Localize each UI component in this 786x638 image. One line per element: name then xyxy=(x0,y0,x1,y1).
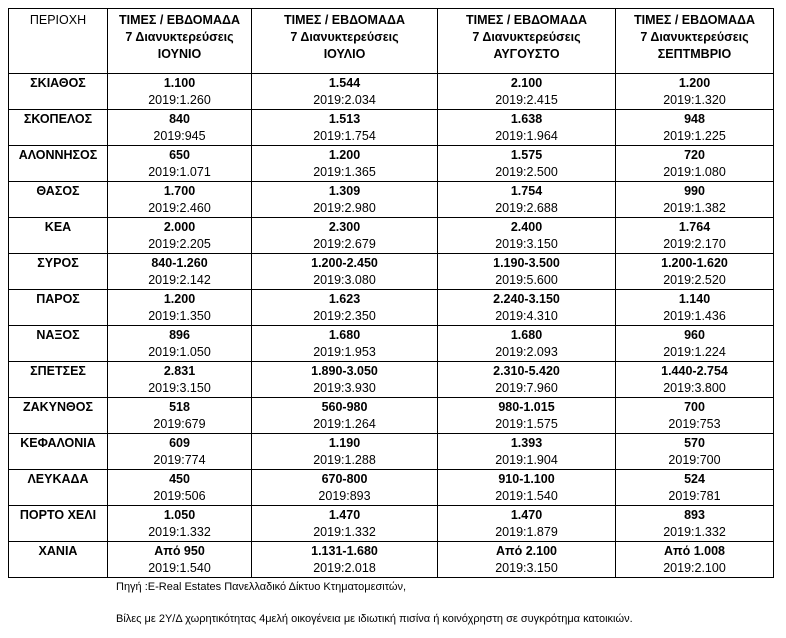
price-2019: 2019:2.170 xyxy=(663,237,726,251)
price-2020: Από 950 xyxy=(154,544,205,558)
price-cell xyxy=(616,542,774,578)
price-cell xyxy=(252,254,438,290)
table-footer xyxy=(116,580,633,626)
price-cell xyxy=(616,182,774,218)
price-2020: 570 xyxy=(684,436,705,450)
price-2020: 1.544 xyxy=(328,76,361,90)
price-2020: 1.680 xyxy=(328,328,361,342)
price-cell xyxy=(108,362,252,398)
table-header xyxy=(9,9,774,74)
price-2019: 2019:1.879 xyxy=(495,525,558,539)
price-2020: 1.200 xyxy=(163,292,196,306)
price-2019: 2019:1.320 xyxy=(663,93,726,107)
price-2020: 720 xyxy=(684,148,705,162)
price-2019: 2019:1.382 xyxy=(663,201,726,215)
price-cell xyxy=(252,182,438,218)
price-2020: 1.190-3.500 xyxy=(493,256,560,270)
price-2019: 2019:2.205 xyxy=(148,237,211,251)
price-2019: 2019:2.980 xyxy=(313,201,376,215)
price-cell xyxy=(438,290,616,326)
header-line: 7 Διανυκτερεύσεις xyxy=(472,30,581,44)
price-2019: 2019:1.080 xyxy=(663,165,726,179)
price-2019: 2019:2.018 xyxy=(313,561,376,575)
region-cell: ΣΚΟΠΕΛΟΣ xyxy=(9,110,108,146)
price-2019: 2019:679 xyxy=(153,417,206,431)
price-2020: 1.470 xyxy=(510,508,543,522)
price-2019: 2019:7.960 xyxy=(495,381,558,395)
price-2020: 1.638 xyxy=(510,112,543,126)
price-2020: 1.470 xyxy=(328,508,361,522)
price-2020: 1.623 xyxy=(328,292,361,306)
price-cell xyxy=(616,398,774,434)
price-2020: 1.200-2.450 xyxy=(311,256,378,270)
region-cell: ΣΠΕΤΣΕΣ xyxy=(9,362,108,398)
price-cell xyxy=(108,146,252,182)
price-cell xyxy=(438,218,616,254)
price-2020: 1.309 xyxy=(328,184,361,198)
header-line: ΤΙΜΕΣ / ΕΒΔΟΜΑΔΑ xyxy=(634,13,755,27)
price-2020: 1.700 xyxy=(163,184,196,198)
price-cell xyxy=(252,146,438,182)
price-cell xyxy=(108,290,252,326)
table-row xyxy=(9,110,774,146)
price-cell xyxy=(438,362,616,398)
price-2019: 2019:1.540 xyxy=(148,561,211,575)
price-2019: 2019:1.224 xyxy=(663,345,726,359)
price-2019: 2019:506 xyxy=(153,489,206,503)
price-2019: 2019:1.260 xyxy=(148,93,211,107)
price-2020: 1.393 xyxy=(510,436,543,450)
source-note: Πηγή :E-Real Estates Πανελλαδικό Δίκτυο Κτηματομεσιτών, xyxy=(116,581,407,593)
price-2020: 960 xyxy=(684,328,705,342)
region-cell: ΚΕΑ xyxy=(9,218,108,254)
price-cell xyxy=(616,326,774,362)
price-2019: 2019:1.225 xyxy=(663,129,726,143)
price-cell xyxy=(108,398,252,434)
region-cell: ΘΑΣΟΣ xyxy=(9,182,108,218)
price-cell xyxy=(438,326,616,362)
price-cell xyxy=(616,506,774,542)
price-2019: 2019:3.150 xyxy=(495,561,558,575)
price-2019: 2019:2.093 xyxy=(495,345,558,359)
table-row xyxy=(9,362,774,398)
region-cell: ΑΛΟΝΝΗΣΟΣ xyxy=(9,146,108,182)
price-2019: 2019:5.600 xyxy=(495,273,558,287)
price-2020: 1.764 xyxy=(678,220,711,234)
price-cell xyxy=(108,74,252,110)
price-2019: 2019:1.332 xyxy=(313,525,376,539)
price-2019: 2019:1.964 xyxy=(495,129,558,143)
price-cell xyxy=(252,290,438,326)
price-2020: 948 xyxy=(684,112,705,126)
price-cell xyxy=(252,326,438,362)
price-2019: 2019:1.904 xyxy=(495,453,558,467)
price-table-container xyxy=(8,8,774,578)
price-2019: 2019:3.930 xyxy=(313,381,376,395)
price-cell xyxy=(252,218,438,254)
price-2020: 1.190 xyxy=(328,436,361,450)
price-2019: 2019:753 xyxy=(668,417,721,431)
price-cell xyxy=(616,362,774,398)
price-2019: 2019:1.350 xyxy=(148,309,211,323)
price-2019: 2019:2.415 xyxy=(495,93,558,107)
price-cell xyxy=(616,290,774,326)
price-2019: 2019:3.800 xyxy=(663,381,726,395)
price-cell xyxy=(108,326,252,362)
column-header-month-4 xyxy=(616,9,774,74)
price-cell xyxy=(108,110,252,146)
price-2019: 2019:2.460 xyxy=(148,201,211,215)
price-cell xyxy=(616,110,774,146)
price-cell xyxy=(438,182,616,218)
price-2020: 2.000 xyxy=(163,220,196,234)
price-cell xyxy=(438,110,616,146)
price-cell xyxy=(438,74,616,110)
price-2020: 609 xyxy=(169,436,190,450)
price-cell xyxy=(616,74,774,110)
price-2019: 2019:2.520 xyxy=(663,273,726,287)
table-row xyxy=(9,146,774,182)
price-2020: 1.200-1.620 xyxy=(661,256,728,270)
price-2020: 896 xyxy=(169,328,190,342)
price-2020: 840 xyxy=(169,112,190,126)
header-line: ΙΟΥΝΙΟ xyxy=(157,47,202,61)
price-2020: 1.890-3.050 xyxy=(311,364,378,378)
price-cell xyxy=(252,542,438,578)
price-2019: 2019:2.034 xyxy=(313,93,376,107)
region-cell: ΣΥΡΟΣ xyxy=(9,254,108,290)
price-2019: 2019:2.688 xyxy=(495,201,558,215)
region-cell: ΝΑΞΟΣ xyxy=(9,326,108,362)
table-row xyxy=(9,290,774,326)
price-2019: 2019:700 xyxy=(668,453,721,467)
table-row xyxy=(9,506,774,542)
price-2019: 2019:3.080 xyxy=(313,273,376,287)
price-cell xyxy=(252,362,438,398)
price-2019: 2019:2.679 xyxy=(313,237,376,251)
price-cell xyxy=(616,218,774,254)
price-2019: 2019:1.953 xyxy=(313,345,376,359)
price-2019: 2019:1.332 xyxy=(663,525,726,539)
header-row xyxy=(9,9,774,74)
price-cell xyxy=(616,470,774,506)
price-2020: 2.831 xyxy=(163,364,196,378)
price-2019: 2019:945 xyxy=(153,129,206,143)
header-line: 7 Διανυκτερεύσεις xyxy=(640,30,749,44)
price-cell xyxy=(252,398,438,434)
villa-description-note: Βίλες με 2Υ/Δ χωρητικότητας 4μελή οικογένεια με ιδιωτική πισίνα ή κοινόχρηστη σε συγκρότημα κατοικιών. xyxy=(116,613,633,625)
price-2019: 2019:893 xyxy=(318,489,371,503)
price-2019: 2019:1.540 xyxy=(495,489,558,503)
price-2020: 1.131-1.680 xyxy=(311,544,378,558)
price-2020: 670-800 xyxy=(321,472,368,486)
price-2019: 2019:3.150 xyxy=(148,381,211,395)
region-cell: ΠΑΡΟΣ xyxy=(9,290,108,326)
header-line: 7 Διανυκτερεύσεις xyxy=(125,30,234,44)
price-2019: 2019:2.500 xyxy=(495,165,558,179)
price-cell xyxy=(252,74,438,110)
price-2020: 560-980 xyxy=(321,400,368,414)
price-cell xyxy=(438,470,616,506)
price-2019: 2019:1.071 xyxy=(148,165,211,179)
price-cell xyxy=(252,110,438,146)
table-row xyxy=(9,254,774,290)
price-2020: 1.200 xyxy=(678,76,711,90)
price-cell xyxy=(108,218,252,254)
region-cell: ΚΕΦΑΛΟΝΙΑ xyxy=(9,434,108,470)
table-row xyxy=(9,470,774,506)
price-2020: Από 1.008 xyxy=(664,544,725,558)
price-cell xyxy=(616,254,774,290)
header-line: 7 Διανυκτερεύσεις xyxy=(290,30,399,44)
region-cell: ΠΟΡΤΟ ΧΕΛΙ xyxy=(9,506,108,542)
price-cell xyxy=(438,542,616,578)
price-cell xyxy=(438,434,616,470)
price-2019: 2019:2.100 xyxy=(663,561,726,575)
price-2019: 2019:1.365 xyxy=(313,165,376,179)
price-cell xyxy=(108,182,252,218)
price-2020: 1.050 xyxy=(163,508,196,522)
price-2020: 2.400 xyxy=(510,220,543,234)
price-2020: 910-1.100 xyxy=(498,472,555,486)
region-cell: ΖΑΚΥΝΘΟΣ xyxy=(9,398,108,434)
price-cell xyxy=(108,470,252,506)
table-row xyxy=(9,74,774,110)
price-2019: 2019:1.575 xyxy=(495,417,558,431)
price-2020: 524 xyxy=(684,472,705,486)
price-2020: 700 xyxy=(684,400,705,414)
header-line: ΙΟΥΛΙΟ xyxy=(323,47,366,61)
price-2019: 2019:1.436 xyxy=(663,309,726,323)
price-cell xyxy=(108,506,252,542)
price-2020: 893 xyxy=(684,508,705,522)
price-cell xyxy=(108,542,252,578)
region-cell: ΧΑΝΙΑ xyxy=(9,542,108,578)
price-cell xyxy=(616,146,774,182)
header-line: ΤΙΜΕΣ / ΕΒΔΟΜΑΔΑ xyxy=(466,13,587,27)
price-2019: 2019:781 xyxy=(668,489,721,503)
price-cell xyxy=(438,254,616,290)
price-cell xyxy=(438,398,616,434)
price-2020: 1.680 xyxy=(510,328,543,342)
price-2020: 1.513 xyxy=(328,112,361,126)
price-2020: 1.100 xyxy=(163,76,196,90)
header-line: ΤΙΜΕΣ / ΕΒΔΟΜΑΔΑ xyxy=(284,13,405,27)
price-2019: 2019:1.264 xyxy=(313,417,376,431)
price-2020: 2.240-3.150 xyxy=(493,292,560,306)
price-2020: 840-1.260 xyxy=(151,256,208,270)
region-cell: ΛΕΥΚΑΔΑ xyxy=(9,470,108,506)
price-cell xyxy=(438,506,616,542)
header-line: ΣΕΠΤΜΒΡΙΟ xyxy=(657,47,732,61)
price-2019: 2019:3.150 xyxy=(495,237,558,251)
price-cell xyxy=(616,434,774,470)
price-2019: 2019:2.142 xyxy=(148,273,211,287)
column-header-month-2 xyxy=(252,9,438,74)
price-2019: 2019:1.332 xyxy=(148,525,211,539)
price-2020: 650 xyxy=(169,148,190,162)
price-cell xyxy=(252,470,438,506)
price-cell xyxy=(108,254,252,290)
price-2020: Από 2.100 xyxy=(496,544,557,558)
table-row xyxy=(9,182,774,218)
price-cell xyxy=(252,506,438,542)
price-2019: 2019:774 xyxy=(153,453,206,467)
header-line: ΠΕΡΙΟΧΗ xyxy=(29,13,87,27)
price-2019: 2019:4.310 xyxy=(495,309,558,323)
price-cell xyxy=(108,434,252,470)
price-2020: 1.754 xyxy=(510,184,543,198)
table-body xyxy=(9,74,774,578)
table-row xyxy=(9,218,774,254)
price-2020: 2.100 xyxy=(510,76,543,90)
price-2020: 980-1.015 xyxy=(498,400,555,414)
price-2020: 1.140 xyxy=(678,292,711,306)
header-line: ΑΥΓΟΥΣΤΟ xyxy=(493,47,560,61)
price-2020: 1.200 xyxy=(328,148,361,162)
column-header-month-3 xyxy=(438,9,616,74)
region-cell: ΣΚΙΑΘΟΣ xyxy=(9,74,108,110)
price-2020: 450 xyxy=(169,472,190,486)
price-2019: 2019:2.350 xyxy=(313,309,376,323)
table-row xyxy=(9,434,774,470)
table-row xyxy=(9,542,774,578)
price-2020: 990 xyxy=(684,184,705,198)
price-2019: 2019:1.050 xyxy=(148,345,211,359)
header-line: ΤΙΜΕΣ / ΕΒΔΟΜΑΔΑ xyxy=(119,13,240,27)
price-2020: 2.300 xyxy=(328,220,361,234)
price-2019: 2019:1.754 xyxy=(313,129,376,143)
table-row xyxy=(9,398,774,434)
table-row xyxy=(9,326,774,362)
price-2020: 518 xyxy=(169,400,190,414)
column-header-region xyxy=(9,9,108,74)
price-2020: 1.575 xyxy=(510,148,543,162)
price-2020: 2.310-5.420 xyxy=(493,364,560,378)
price-cell xyxy=(252,434,438,470)
price-2020: 1.440-2.754 xyxy=(661,364,728,378)
price-cell xyxy=(438,146,616,182)
column-header-month-1 xyxy=(108,9,252,74)
rental-prices-table xyxy=(8,8,774,578)
price-2019: 2019:1.288 xyxy=(313,453,376,467)
